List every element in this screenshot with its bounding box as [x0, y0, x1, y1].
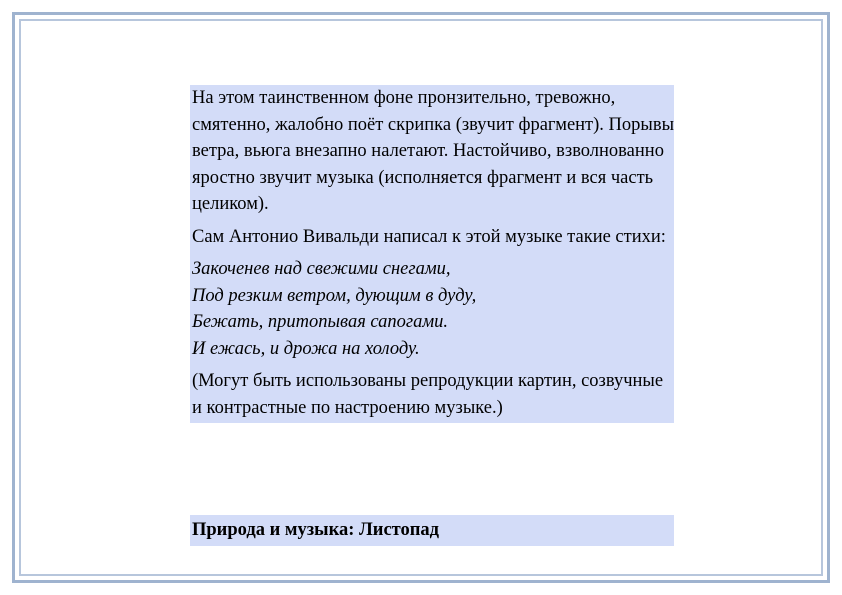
paragraph-2: Сам Антонио Вивальди написал к этой музыке такие стихи:: [192, 226, 666, 247]
poem-line: И ежась, и дрожа на холоду.: [192, 338, 420, 359]
poem-line: Бежать, притопывая сапогами.: [192, 312, 449, 332]
section-heading: Природа и музыка: Листопад: [190, 515, 674, 546]
paragraph-3: (Могут быть использованы репродукции картин, созвучные и контрастные по настроению музыке.): [192, 371, 664, 418]
paragraph-1: На этом таинственном фоне пронзительно, тревожно, смятенно, жалобно поёт скрипка (звучит фрагмент). Порывы ветра, вьюга внезапно налетают. Настойчиво, взволнованно яростно звучит музыка (исполняется фрагмент и вся часть целиком).: [192, 88, 675, 214]
poem-line: Под резким ветром, дующим в дуду,: [192, 285, 477, 306]
poem-line: Закоченев над свежими снегами,: [192, 259, 451, 279]
poem: [192, 256, 674, 362]
text-block: [190, 85, 674, 423]
